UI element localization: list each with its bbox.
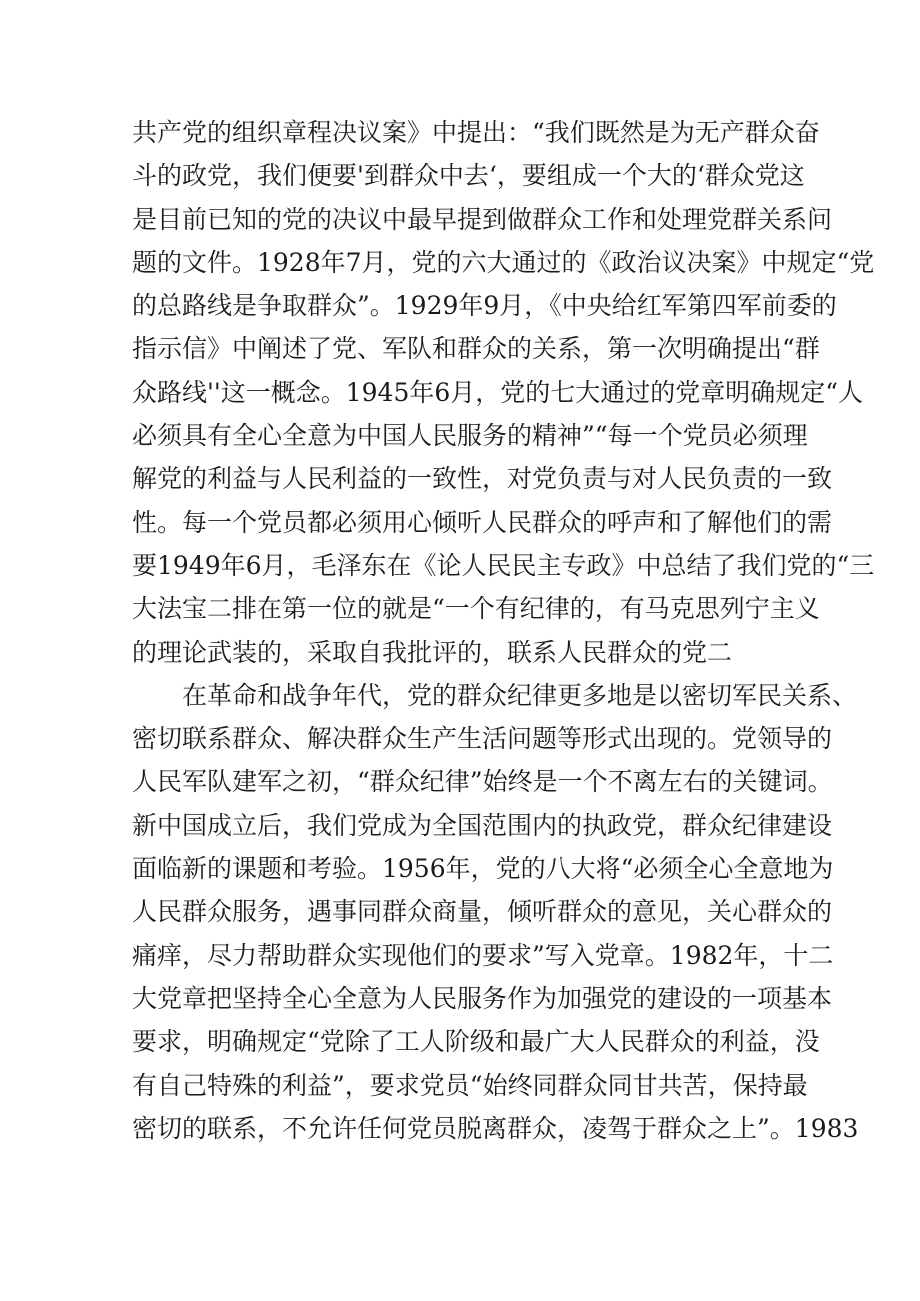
text-line: 题的文件。1928年7月，党的六大通过的《政治议决案》中规定“党 [132,247,875,277]
text-line: 的总路线是争取群众”。1929年9月，《中央给红军第四军前委的 [132,291,837,321]
text-line: 密切联系群众、解决群众生产生活问题等形式出现的。党领导的 [132,724,833,754]
text-line: 痛痒，尽力帮助群众实现他们的要求”写入党章。1982年，十二 [132,940,834,970]
text-line: 性。每一个党员都必须用心倾听人民群众的呼声和了解他们的需 [132,507,833,537]
text-line: 人民群众服务，遇事同群众商量，倾听群众的意见，关心群众的 [132,897,833,927]
text-line: 必须具有全心全意为中国人民服务的精神”“每一个党员必须理 [132,421,808,451]
text-line: 有自己特殊的利益”，要求党员“始终同群众同甘共苦，保持最 [132,1070,808,1100]
text-line: 共产党的组织章程决议案》中提出：“我们既然是为无产群众奋 [132,118,820,147]
text-line: 人民军队建军之初，“群众纪律”始终是一个不离左右的关键词。 [132,767,833,797]
text-line: 斗的政党，我们便要'到群众中去‘，要组成一个大的‘群众党这 [132,161,805,191]
text-line: 指示信》中阐述了党、军队和群众的关系，第一次明确提出“群 [132,334,820,364]
text-line: 解党的利益与人民利益的一致性，对党负责与对人民负责的一致 [132,464,833,494]
document-body [132,111,875,1150]
text-line: 面临新的课题和考验。1956年，党的八大将“必须全心全意地为 [132,854,834,884]
text-line: 众路线''这一概念。1945年6月，党的七大通过的党章明确规定“人 [132,377,864,407]
text-line: 要1949年6月，毛泽东在《论人民民主专政》中总结了我们党的“三 [132,550,875,580]
text-line: 大法宝二排在第一位的就是“一个有纪律的，有马克思列宁主义 [132,594,820,624]
paragraph-1 [132,111,875,674]
text-line: 新中国成立后，我们党成为全国范围内的执政党，群众纪律建设 [132,810,833,840]
text-line: 要求，明确规定“党除了工人阶级和最广大人民群众的利益，没 [132,1027,820,1057]
text-line: 的理论武装的，采取自我批评的，联系人民群众的党二 [132,637,733,667]
text-line: 是目前已知的党的决议中最早提到做群众工作和处理党群关系问 [132,204,833,234]
text-line: 大党章把坚持全心全意为人民服务作为加强党的建设的一项基本 [132,983,833,1013]
text-line: 在革命和战争年代，党的群众纪律更多地是以密切军民关系、 [182,680,858,710]
paragraph-2 [132,674,859,1150]
text-line: 密切的联系，不允许任何党员脱离群众，凌驾于群众之上”。1983 [132,1113,859,1143]
